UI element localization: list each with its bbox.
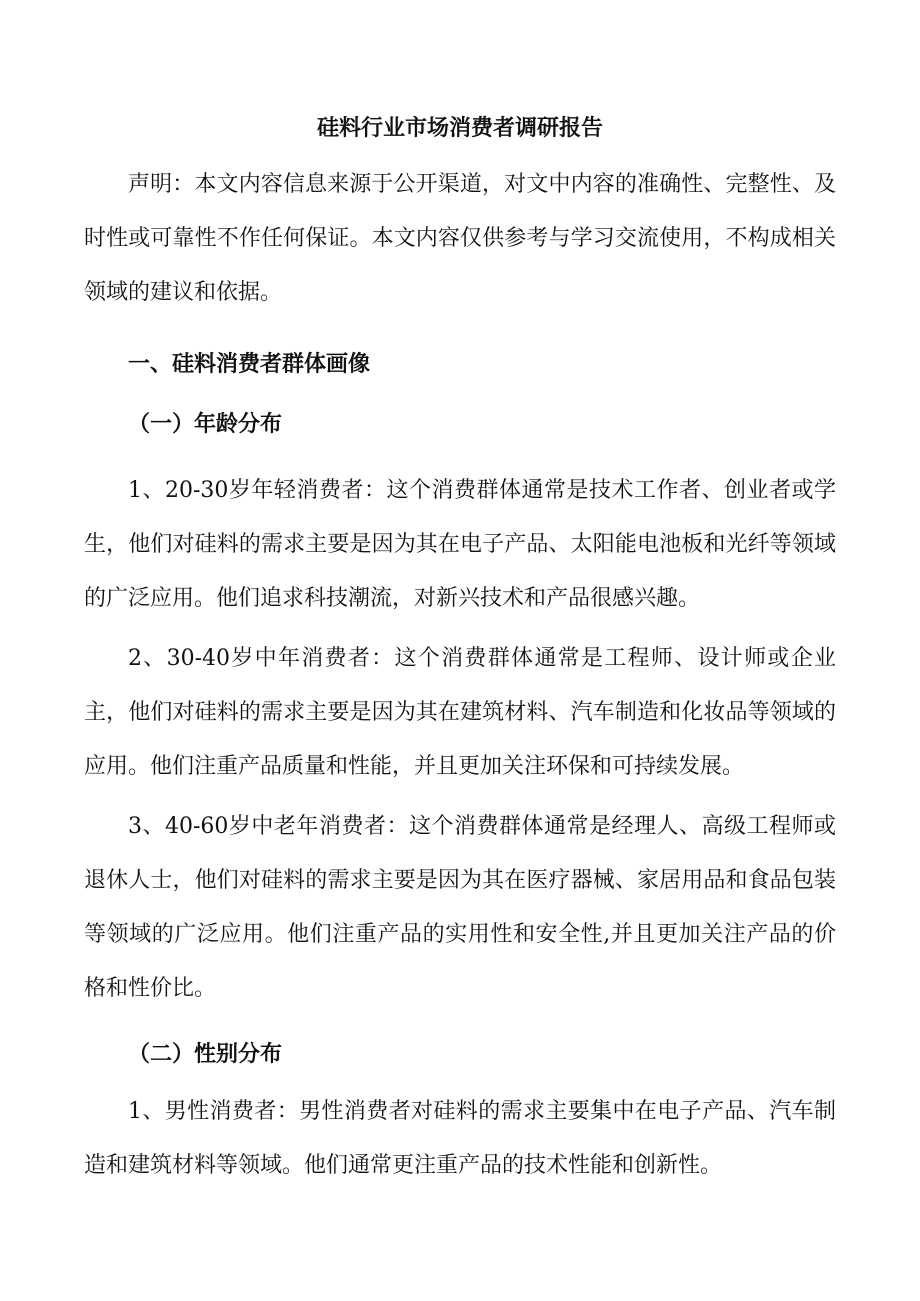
section-heading-consumer-profile: 一、硅料消费者群体画像 bbox=[128, 351, 371, 377]
subsection-heading-age: （一）年龄分布 bbox=[128, 411, 283, 437]
gender-item-male: 1、男性消费者：男性消费者对硅料的需求主要集中在电子产品、汽车制造和建筑材料等领域。他们通常更注重产品的技术性能和创新性。 bbox=[84, 1099, 836, 1178]
age-item-30-40: 2、30-40岁中年消费者：这个消费群体通常是工程师、设计师或企业主，他们对硅料的需求主要是因为其在建筑材料、汽车制造和化妆品等领域的应用。他们注重产品质量和性能，并且更加关注环保和可持续发展。 bbox=[84, 646, 836, 779]
document-title: 硅料行业市场消费者调研报告 bbox=[316, 115, 603, 141]
age-item-40-60: 3、40-60岁中老年消费者：这个消费群体通常是经理人、高级工程师或退休人士，他们对硅料的需求主要是因为其在医疗器械、家居用品和食品包装等领域的广泛应用。他们注重产品的实用性和安全性,并且更加关注产品的价格和性价比。 bbox=[84, 814, 836, 1001]
disclaimer-paragraph: 声明：本文内容信息来源于公开渠道，对文中内容的准确性、完整性、及时性或可靠性不作任何保证。本文内容仅供参考与学习交流使用，不构成相关领域的建议和依据。 bbox=[84, 172, 836, 305]
age-item-20-30: 1、20-30岁年轻消费者：这个消费群体通常是技术工作者、创业者或学生，他们对硅料的需求主要是因为其在电子产品、太阳能电池板和光纤等领域的广泛应用。他们追求科技潮流，对新兴技术和产品很感兴趣。 bbox=[84, 478, 836, 611]
subsection-heading-gender: （二）性别分布 bbox=[128, 1041, 283, 1067]
